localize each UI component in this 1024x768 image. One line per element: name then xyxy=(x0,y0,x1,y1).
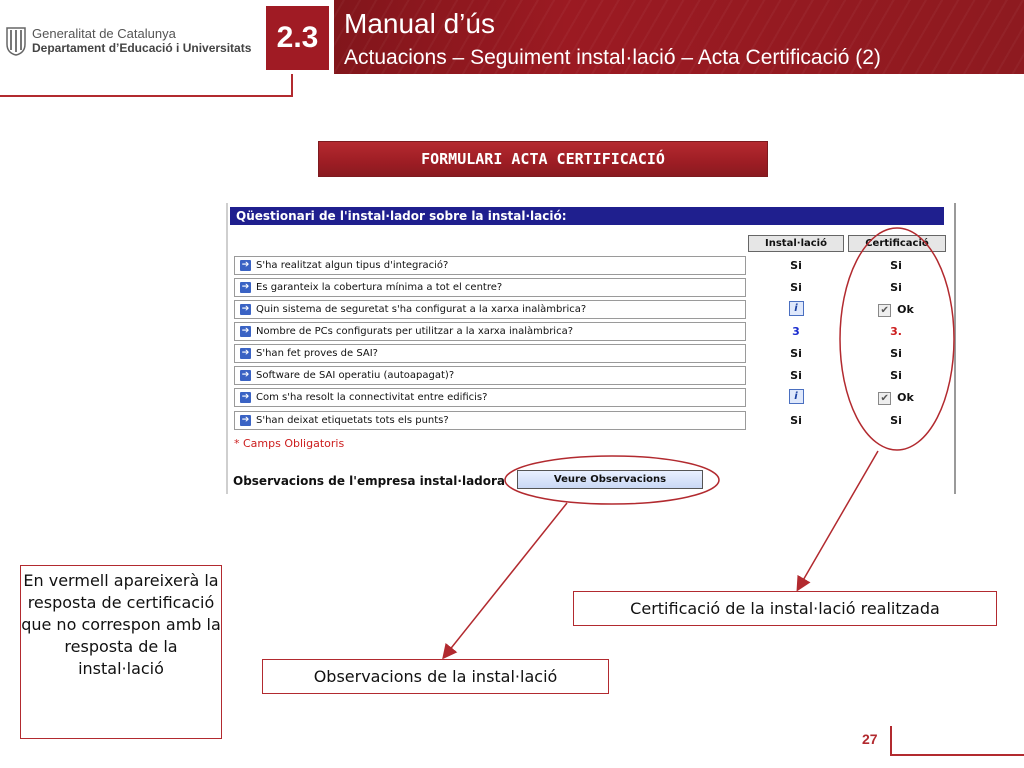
footer-divider-vertical xyxy=(890,726,892,756)
answer-certificacio: Si xyxy=(890,414,902,427)
answer-certificacio-value: Ok xyxy=(897,391,914,404)
page-number: 27 xyxy=(862,731,878,747)
question-text: Com s'ha resolt la connectivitat entre edificis? xyxy=(256,392,488,403)
question-text: Software de SAI operatiu (autoapagat)? xyxy=(256,370,455,381)
answer-certificacio-value: Ok xyxy=(897,303,914,316)
question-text: S'ha realitzat algun tipus d'integració? xyxy=(256,260,449,271)
mandatory-fields-note: * Camps Obligatoris xyxy=(234,437,345,450)
arrow-right-icon: ➔ xyxy=(241,415,250,425)
page-subtitle: Actuacions – Seguiment instal·lació – Acta Certificació (2) xyxy=(344,46,881,69)
checkbox-checked-icon[interactable]: ✔ xyxy=(878,392,891,405)
arrow-right-icon: ➔ xyxy=(241,392,250,402)
arrow-right-icon: ➔ xyxy=(241,326,250,336)
logo-text-department: Departament d’Educació i Universitats xyxy=(32,41,252,55)
arrow-right-icon: ➔ xyxy=(241,282,250,292)
mismatch-explanation-callout: En vermell apareixerà la resposta de certificació que no correspon amb la resposta de la instal·lació xyxy=(20,565,222,739)
arrow-right-icon: ➔ xyxy=(241,370,250,380)
certification-callout: Certificació de la instal·lació realitzada xyxy=(573,591,997,626)
arrow-to-observations-callout xyxy=(444,503,567,657)
column-header-certificacio: Certificació xyxy=(848,235,946,252)
question-text: S'han deixat etiquetats tots els punts? xyxy=(256,415,449,426)
arrow-right-icon: ➔ xyxy=(241,260,250,270)
answer-installacio: 3 xyxy=(792,325,800,338)
observations-label: Observacions de l'empresa instal·ladora xyxy=(233,474,506,488)
answer-certificacio: Si xyxy=(890,347,902,360)
answer-installacio: Si xyxy=(790,259,802,272)
certification-column-highlight xyxy=(840,228,954,450)
question-text: Nombre de PCs configurats per utilitzar a la xarxa inalàmbrica? xyxy=(256,326,574,337)
question-text: S'han fet proves de SAI? xyxy=(256,348,378,359)
question-text: Quin sistema de seguretat s'ha configurat a la xarxa inalàmbrica? xyxy=(256,304,587,315)
arrow-to-certification-callout xyxy=(798,451,878,589)
page-title: Manual d’ús xyxy=(344,8,495,39)
answer-installacio: Si xyxy=(790,347,802,360)
logo-text-generalitat: Generalitat de Catalunya xyxy=(32,26,176,41)
arrow-right-icon: ➔ xyxy=(241,304,250,314)
section-number: 2.3 xyxy=(266,6,329,70)
answer-certificacio-mismatch: 3. xyxy=(890,325,902,338)
arrow-right-icon: ➔ xyxy=(241,348,250,358)
questionnaire-header: Qüestionari de l'instal·lador sobre la instal·lació: xyxy=(230,207,944,225)
view-observations-button[interactable]: Veure Observacions xyxy=(517,470,703,489)
answer-certificacio: Si xyxy=(890,259,902,272)
answer-installacio: Si xyxy=(790,414,802,427)
observations-button-highlight xyxy=(505,456,719,504)
answer-certificacio: Si xyxy=(890,281,902,294)
form-title: FORMULARI ACTA CERTIFICACIÓ xyxy=(318,141,768,177)
answer-certificacio: Si xyxy=(890,369,902,382)
info-icon[interactable]: i xyxy=(789,301,804,316)
column-header-installacio: Instal·lació xyxy=(748,235,844,252)
answer-installacio: Si xyxy=(790,369,802,382)
footer-divider xyxy=(890,754,1024,756)
observations-callout: Observacions de la instal·lació xyxy=(262,659,609,694)
question-text: Es garanteix la cobertura mínima a tot el centre? xyxy=(256,282,503,293)
info-icon[interactable]: i xyxy=(789,389,804,404)
checkbox-checked-icon[interactable]: ✔ xyxy=(878,304,891,317)
answer-installacio: Si xyxy=(790,281,802,294)
